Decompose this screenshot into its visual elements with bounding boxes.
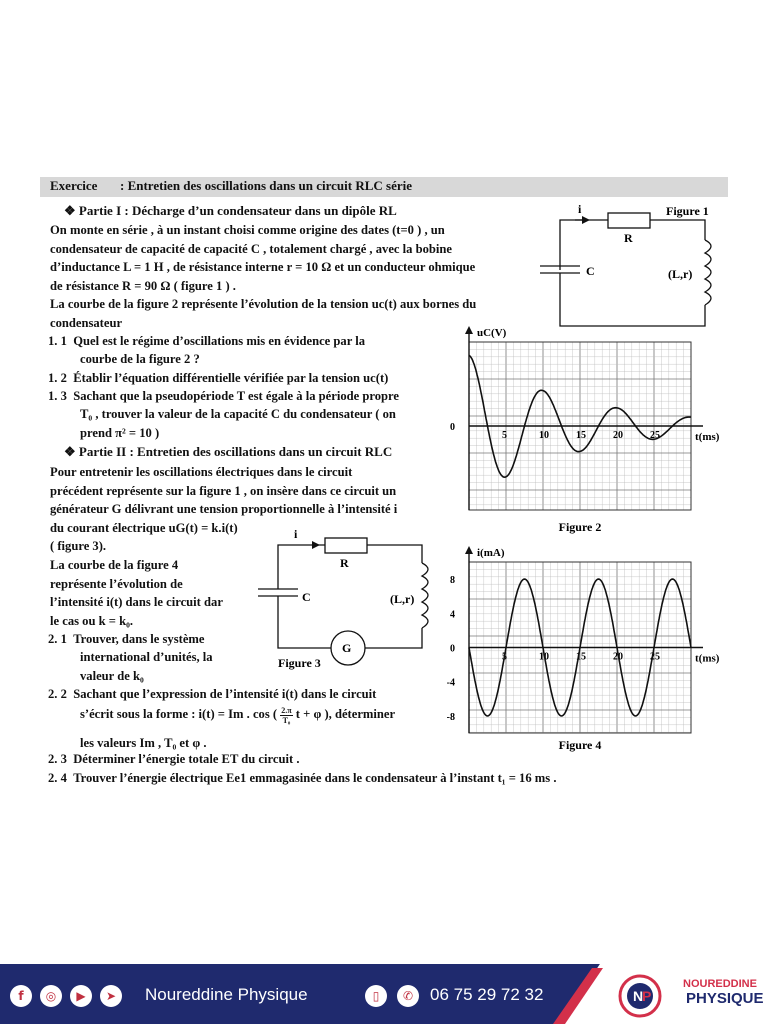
telegram-icon[interactable]: ➤ bbox=[100, 985, 122, 1007]
y-tick-label: 0 bbox=[450, 643, 455, 655]
current-arrow-icon bbox=[312, 541, 320, 549]
x-tick-label: 20 bbox=[613, 651, 623, 663]
q21: 2. 1 Trouver, dans le système bbox=[48, 632, 205, 646]
brand-top: NOUREDDINE bbox=[683, 978, 757, 990]
diamond-bullet-icon: ❖ bbox=[64, 444, 76, 459]
facebook-icon[interactable]: f bbox=[10, 985, 32, 1007]
q22: 2. 2 Sachant que l’expression de l’intensité i(t) dans le circuit bbox=[48, 687, 377, 701]
fraction-2pi-over-t0: $\frac{2.\pi}{\text{T₀}}$ bbox=[281, 705, 292, 725]
q13-line3: prend π² = 10 ) bbox=[80, 426, 160, 440]
q11-line2: courbe de la figure 2 ? bbox=[80, 352, 200, 366]
q22-line3: les valeurs Im , T₀ et φ . bbox=[80, 736, 207, 750]
x-tick-label: 25 bbox=[650, 430, 660, 441]
x-tick-label: 20 bbox=[613, 430, 623, 441]
diamond-bullet-icon: ❖ bbox=[64, 203, 76, 218]
figure4-chart bbox=[445, 540, 735, 755]
x-axis-label: t(ms) bbox=[695, 652, 720, 665]
footer-phone: 06 75 29 72 32 bbox=[430, 985, 544, 1004]
figure1-label: Figure 1 bbox=[666, 204, 709, 218]
resistor-symbol bbox=[608, 213, 650, 228]
exercise-header bbox=[40, 177, 728, 197]
y-tick-label: 8 bbox=[450, 575, 455, 587]
figure3-label: Figure 3 bbox=[278, 656, 321, 670]
q13-line2: T₀ , trouver la valeur de la capacité C du condensateur ( on bbox=[80, 407, 396, 421]
y-axis-label: uC(V) bbox=[477, 327, 507, 339]
x-tick-label: 15 bbox=[576, 430, 586, 441]
fig3-c-label: C bbox=[302, 590, 311, 604]
exercise-label: Exercice bbox=[50, 178, 98, 193]
x-tick-label: 10 bbox=[539, 651, 549, 663]
y-tick-label: 4 bbox=[450, 609, 455, 621]
exercise-title: : Entretien des oscillations dans un circuit RLC série bbox=[120, 178, 413, 193]
whatsapp-icon[interactable]: ✆ bbox=[397, 985, 419, 1007]
y-axis-arrow-icon bbox=[465, 326, 473, 334]
q12: 1. 2 Établir l’équation différentielle vérifiée par la tension uc(t) bbox=[48, 371, 389, 385]
resistor-symbol bbox=[325, 538, 367, 553]
footer-name: Noureddine Physique bbox=[145, 985, 308, 1004]
x-tick-label: 5 bbox=[502, 430, 507, 441]
phone-icon[interactable]: ▯ bbox=[365, 985, 387, 1007]
chart-title: Figure 4 bbox=[558, 738, 602, 752]
q21-line2: international d’unités, la bbox=[80, 650, 213, 664]
q11: 1. 1 Quel est le régime d’oscillations mis en évidence par la bbox=[48, 334, 366, 348]
y-tick-label: -8 bbox=[446, 711, 455, 723]
brand-logo-icon bbox=[606, 966, 676, 1022]
coil-symbol bbox=[705, 240, 711, 305]
q13: 1. 3 Sachant que la pseudopériode T est égale à la période propre bbox=[48, 389, 400, 403]
y-axis-arrow-icon bbox=[465, 546, 473, 554]
instagram-icon[interactable]: ◎ bbox=[40, 985, 62, 1007]
q23: 2. 3 Déterminer l’énergie totale ET du circuit . bbox=[48, 752, 300, 766]
x-tick-label: 5 bbox=[502, 651, 507, 663]
q21-line3: valeur de k₀ bbox=[80, 669, 144, 683]
svg-text:P: P bbox=[642, 988, 652, 1004]
part1-paragraph: On monte en série , à un instant choisi comme origine des dates (t=0 ) , un condensateur de capacité de capacité C , totalement chargé , avec la bobine d’inductance L = 1 H , de résistance interne r = 10 Ω et un conducteur ohmique de résistance R = 90 Ω ( figure 1 ) . La courbe de la figure 2 représente l’évolution de la tension uc(t) aux bornes du condensateur bbox=[50, 223, 477, 330]
figure3-circuit bbox=[250, 525, 440, 675]
fig1-coil-label: (L,r) bbox=[668, 267, 693, 281]
q22-line2: s’écrit sous la forme : i(t) = Im . cos ( $\frac{2.\pi}{\text{T₀}}$ t + φ ), déterminer bbox=[80, 705, 396, 725]
figure1-circuit bbox=[530, 200, 730, 330]
x-tick-label: 25 bbox=[650, 651, 660, 663]
chart-title: Figure 2 bbox=[558, 520, 602, 534]
coil-symbol bbox=[422, 563, 428, 628]
brand-bottom: PHYSIQUE bbox=[686, 990, 764, 1007]
q24: 2. 4 Trouver l’énergie électrique Ee1 emmagasinée dans le condensateur à l’instant t₁ = 16 ms . bbox=[48, 771, 557, 785]
part2-paragraph: Pour entretenir les oscillations électriques dans le circuit précédent représente sur la figure 1 , on insère dans ce circuit un générateur G délivrant une tension proportionnelle à l’intensité i du courant électrique uG(t) = k.i(t) ( figure 3). La courbe de la figure 4 représente l’évolution de l’intensité i(t) dans le circuit dar le cas ou k = k₀. bbox=[50, 465, 398, 628]
fig1-c-label: C bbox=[586, 264, 595, 278]
fig1-r-label: R bbox=[624, 231, 633, 245]
part1-title: ❖ Partie I : Décharge d’un condensateur dans un dipôle RL bbox=[64, 203, 397, 218]
youtube-icon[interactable]: ▶ bbox=[70, 985, 92, 1007]
y-tick-label: -4 bbox=[446, 677, 455, 689]
fig1-current-label: i bbox=[578, 202, 582, 216]
figure2-chart bbox=[445, 322, 735, 540]
fig3-r-label: R bbox=[340, 556, 349, 570]
fig3-g-label: G bbox=[342, 641, 352, 655]
y-axis-label: i(mA) bbox=[477, 547, 505, 559]
part2-title: ❖ Partie II : Entretien des oscillations dans un circuit RLC bbox=[64, 444, 393, 459]
current-arrow-icon bbox=[582, 216, 590, 224]
x-axis-label: t(ms) bbox=[695, 431, 720, 443]
fig3-coil-label: (L,r) bbox=[390, 592, 415, 606]
x-tick-label: 15 bbox=[576, 651, 586, 663]
fig3-current-label: i bbox=[294, 527, 298, 541]
y-tick-label: 0 bbox=[450, 422, 455, 433]
svg-text:N: N bbox=[633, 988, 644, 1004]
x-tick-label: 10 bbox=[539, 430, 549, 441]
